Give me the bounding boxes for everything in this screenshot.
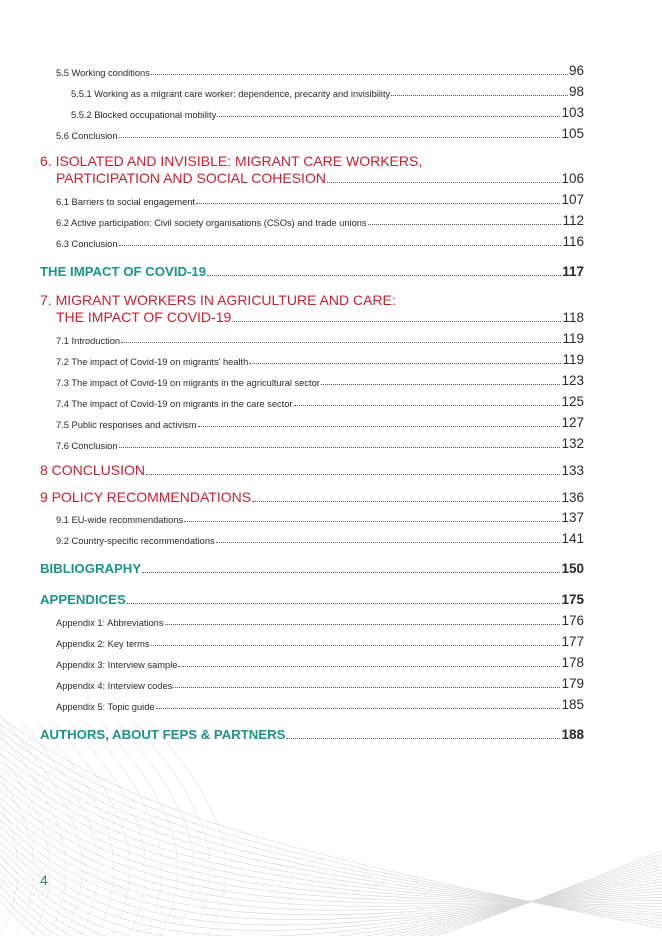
toc-entry[interactable] (56, 614, 584, 628)
toc-entry-title: Appendix 1: Abbreviations (56, 618, 164, 628)
toc-entry-page: 119 (562, 331, 584, 346)
toc-entry-title: 9.1 EU-wide recommendations (56, 515, 184, 525)
toc-entry-title: Appendix 3: Interview sample (56, 660, 178, 670)
leader-dots (294, 405, 561, 406)
toc-entry-page: 98 (568, 84, 584, 99)
toc-chapter-entry[interactable] (40, 462, 584, 478)
toc-entry[interactable] (56, 214, 584, 228)
toc-entry[interactable] (56, 332, 584, 346)
leader-dots (196, 203, 560, 204)
wave-line (0, 833, 662, 936)
leader-dots (252, 501, 560, 502)
toc-entry-title: Appendix 5: Topic guide (56, 702, 155, 712)
toc-entry-title: 6.3 Conclusion (56, 239, 118, 249)
toc-entry[interactable] (56, 635, 584, 649)
toc-entry-page: 118 (562, 310, 584, 325)
toc-entry-page: 176 (561, 613, 584, 628)
toc-entry-page: 96 (568, 63, 584, 78)
toc-entry-title: THE IMPACT OF COVID-19 (56, 309, 232, 325)
wave-line (0, 836, 662, 936)
toc-chapter-heading: 7. MIGRANT WORKERS IN AGRICULTURE AND CARE: (40, 292, 396, 308)
leader-dots (156, 708, 561, 709)
toc-entry[interactable] (56, 532, 584, 546)
toc-entry-title: 8 CONCLUSION (40, 462, 146, 478)
toc-part-entry[interactable] (40, 592, 584, 607)
toc-entry-title: PARTICIPATION AND SOCIAL COHESION (56, 170, 326, 186)
toc-entry[interactable] (56, 127, 584, 141)
wave-line (0, 826, 662, 936)
leader-dots (127, 603, 561, 604)
toc-part-entry[interactable] (40, 561, 584, 576)
leader-dots (165, 624, 561, 625)
leader-dots (142, 572, 560, 573)
toc-chapter-heading: 6. ISOLATED AND INVISIBLE: MIGRANT CARE WORKERS, (40, 153, 423, 169)
page-number: 4 (40, 872, 48, 888)
toc-entry-page: 107 (561, 192, 584, 207)
toc-entry-title: 7.3 The impact of Covid-19 on migrants in the agricultural sector (56, 378, 320, 388)
toc-entry[interactable] (56, 677, 584, 691)
toc-entry-title: Appendix 2: Key terms (56, 639, 150, 649)
toc-entry-title: 7.2 The impact of Covid-19 on migrants' health (56, 357, 249, 367)
toc-entry-title: 9.2 Country-specific recommendations (56, 536, 215, 546)
leader-dots (121, 342, 561, 343)
leader-dots (217, 116, 560, 117)
toc-entry-page: 133 (561, 463, 584, 478)
leader-dots (207, 275, 561, 276)
toc-entry-title: 6.1 Barriers to social engagement (56, 197, 196, 207)
toc-entry[interactable] (56, 511, 584, 525)
leader-dots (119, 137, 561, 138)
toc-entry-title: 9 POLICY RECOMMENDATIONS (40, 489, 252, 505)
leader-dots (151, 74, 568, 75)
toc-entry[interactable] (56, 437, 584, 451)
toc-entry-page: 185 (561, 697, 584, 712)
toc-entry[interactable] (56, 193, 584, 207)
wave-line (0, 721, 662, 924)
toc-entry-title: BIBLIOGRAPHY (40, 561, 142, 576)
toc-entry-title: 7.4 The impact of Covid-19 on migrants in the care sector (56, 399, 293, 409)
leader-dots (232, 321, 561, 322)
toc-part-entry[interactable] (40, 727, 584, 742)
leader-dots (173, 687, 560, 688)
leader-dots (119, 447, 561, 448)
toc-entry[interactable] (56, 235, 584, 249)
toc-entry-page: 125 (561, 394, 584, 409)
toc-entry-page: 123 (561, 373, 584, 388)
leader-dots (321, 384, 561, 385)
leader-dots (178, 666, 560, 667)
leader-dots (327, 182, 561, 183)
toc-entry-page: 137 (561, 510, 584, 525)
toc-entry-page: 127 (561, 415, 584, 430)
toc-entry-page: 150 (561, 561, 584, 576)
toc-entry[interactable] (56, 395, 584, 409)
toc-entry[interactable] (56, 416, 584, 430)
toc-entry-title: 5.6 Conclusion (56, 131, 118, 141)
leader-dots (198, 426, 561, 427)
toc-chapter-entry[interactable] (40, 489, 584, 505)
leader-dots (286, 738, 560, 739)
toc-chapter-entry[interactable] (56, 309, 584, 325)
toc-entry-title: THE IMPACT OF COVID-19 (40, 264, 207, 279)
toc-entry-title: 5.5.1 Working as a migrant care worker: dependence, precarity and invisibility (71, 89, 391, 99)
toc-entry[interactable] (56, 353, 584, 367)
toc-entry[interactable] (71, 106, 584, 120)
wave-line (0, 720, 50, 936)
toc-entry-title: APPENDICES (40, 592, 126, 607)
leader-dots (184, 521, 560, 522)
toc-entry-page: 105 (561, 126, 584, 141)
wave-line (0, 735, 662, 916)
wave-line (0, 749, 662, 908)
wave-line (0, 819, 662, 936)
toc-entry-page: 103 (561, 105, 584, 120)
toc-entry-page: 117 (562, 264, 584, 279)
toc-entry-title: AUTHORS, ABOUT FEPS & PARTNERS (40, 727, 286, 742)
toc-entry-title: 7.5 Public responses and activism (56, 420, 197, 430)
toc-entry-page: 132 (561, 436, 584, 451)
wave-line (0, 756, 662, 904)
toc-entry-title: 7.1 Introduction (56, 336, 121, 346)
toc-entry-page: 136 (561, 490, 584, 505)
toc-entry-page: 188 (561, 727, 584, 742)
toc-entry[interactable] (56, 64, 584, 78)
toc-entry-page: 112 (562, 213, 584, 228)
leader-dots (151, 645, 561, 646)
toc-entry-page: 179 (561, 676, 584, 691)
toc-entry-page: 106 (561, 171, 584, 186)
leader-dots (119, 245, 562, 246)
toc-entry-title: 5.5.2 Blocked occupational mobility (71, 110, 217, 120)
leader-dots (249, 363, 561, 364)
toc-part-entry[interactable] (40, 264, 584, 279)
toc-chapter-entry[interactable] (56, 170, 584, 186)
toc-entry-page: 119 (562, 352, 584, 367)
leader-dots (391, 95, 568, 96)
leader-dots (146, 474, 560, 475)
toc-entry-page: 141 (561, 531, 584, 546)
toc-entry-title: 5.5 Working conditions (56, 68, 150, 78)
toc-entry-page: 178 (561, 655, 584, 670)
toc-entry-page: 175 (561, 592, 584, 607)
leader-dots (216, 542, 561, 543)
leader-dots (368, 224, 562, 225)
toc-entry-page: 177 (561, 634, 584, 649)
toc-entry[interactable] (56, 698, 584, 712)
toc-entry[interactable] (56, 374, 584, 388)
toc-entry-page: 116 (562, 234, 584, 249)
toc-entry-title: 6.2 Active participation: Civil society organisations (CSOs) and trade unions (56, 218, 367, 228)
toc-entry[interactable] (56, 656, 584, 670)
toc-entry-title: 7.6 Conclusion (56, 441, 118, 451)
toc-entry-title: Appendix 4: Interview codes (56, 681, 173, 691)
toc-entry[interactable] (71, 85, 584, 99)
